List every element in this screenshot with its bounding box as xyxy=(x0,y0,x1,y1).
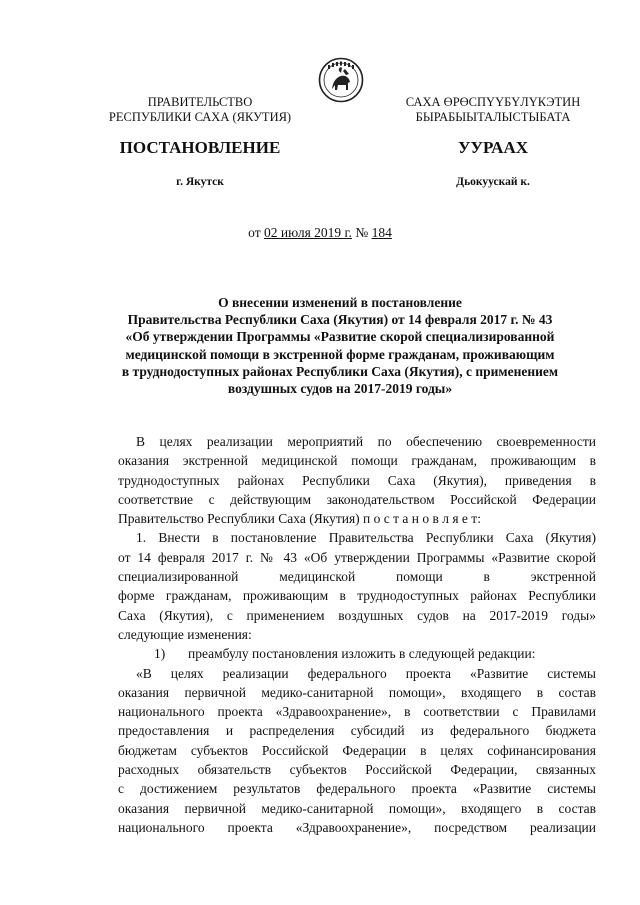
body-line: «В целях реализации федерального проекта «Развитие системы xyxy=(136,665,596,681)
body-line: соответствие с действующим законодательством Российской Федерации xyxy=(118,491,596,507)
list-number: 1) xyxy=(154,646,166,662)
body-line: специализированной медицинской помощи в экстренной xyxy=(118,569,596,585)
title-line: «Об утверждении Программы «Развитие скорой специализированной xyxy=(125,329,555,345)
government-name-ru-line2: РЕСПУБЛИКИ САХА (ЯКУТИЯ) xyxy=(108,110,292,124)
list-item-1 xyxy=(118,644,596,663)
decree-number: 184 xyxy=(371,225,392,240)
body-line: Саха (Якутия), с применением воздушных судов на 2017-2019 годы» xyxy=(118,607,596,623)
body-line: В целях реализации мероприятий по обеспечению своевременности xyxy=(136,434,596,449)
doc-type-ru: ПОСТАНОВЛЕНИЕ xyxy=(119,138,281,157)
list-item-text: преамбулу постановления изложить в следующей редакции: xyxy=(188,646,536,662)
body-line: предоставления и распределения субсидий из федерального бюджета xyxy=(118,723,596,739)
government-name-sah-line1: САХА ӨРӨСПҮҮБҮЛҮКЭТИН xyxy=(405,95,581,109)
government-name-ru-line1: ПРАВИТЕЛЬСТВО xyxy=(147,95,253,109)
doc-type-sah: УУРААХ xyxy=(458,138,528,157)
body-line: следующие изменения: xyxy=(118,626,252,642)
title-line: воздушных судов на 2017-2019 годы» xyxy=(227,381,453,397)
body-line: оказания первичной медико-санитарной помощи», входящего в состав xyxy=(118,800,596,816)
body-line: с достижением результатов федерального проекта «Развитие системы xyxy=(118,781,596,797)
body-line: оказания экстренной медицинской помощи гражданам, проживающим в xyxy=(118,453,596,469)
city-sah: Дьокуускай к. xyxy=(456,176,530,188)
date-prefix: от xyxy=(248,225,261,240)
body-line: национального проекта «Здравоохранение», в соответствии с Правилами xyxy=(118,704,596,720)
body-line: Правительство Республики Саха (Якутия) п о с т а н о в л я е т: xyxy=(118,511,481,527)
body-line: от 14 февраля 2017 г. № 43 «Об утверждении Программы «Развитие скорой xyxy=(118,549,596,565)
government-name-sah xyxy=(388,95,598,125)
city-ru: г. Якутск xyxy=(176,176,224,188)
body-line: оказания первичной медико-санитарной помощи», входящего в состав xyxy=(118,684,596,700)
decree-body xyxy=(118,432,596,837)
title-line: О внесении изменений в постановление xyxy=(218,295,462,310)
government-name-sah-line2: БЫРАБЫЫТАЛЫСТЫБАТА xyxy=(415,110,571,124)
title-line: медицинской помощи в экстренной форме гражданам, проживающим xyxy=(125,346,555,362)
body-line: бюджетам субъектов Российской Федерации в целях софинансирования xyxy=(118,742,596,758)
date-line xyxy=(0,225,640,241)
body-line: форме гражданам, проживающим в труднодоступных районах Республики xyxy=(118,588,596,604)
government-name-ru xyxy=(95,95,305,125)
decree-title xyxy=(80,294,600,397)
body-line: 1. Внести в постановление Правительства Республики Саха (Якутия) xyxy=(136,530,596,546)
decree-date: 02 июля 2019 г. xyxy=(264,225,352,240)
body-line: расходных обязательств субъектов Российской Федерации, связанных xyxy=(118,762,596,778)
title-line: Правительства Республики Саха (Якутия) от 14 февраля 2017 г. № 43 xyxy=(127,312,553,328)
sakha-coat-of-arms-icon xyxy=(318,57,364,103)
title-line: в труднодоступных районах Республики Саха (Якутия), с применением xyxy=(121,363,559,379)
number-sign: № xyxy=(355,225,369,240)
body-line: труднодоступных районах Республики Саха (Якутия), приведения в xyxy=(118,472,596,488)
body-line: национального проекта «Здравоохранение», посредством реализации xyxy=(118,819,596,835)
